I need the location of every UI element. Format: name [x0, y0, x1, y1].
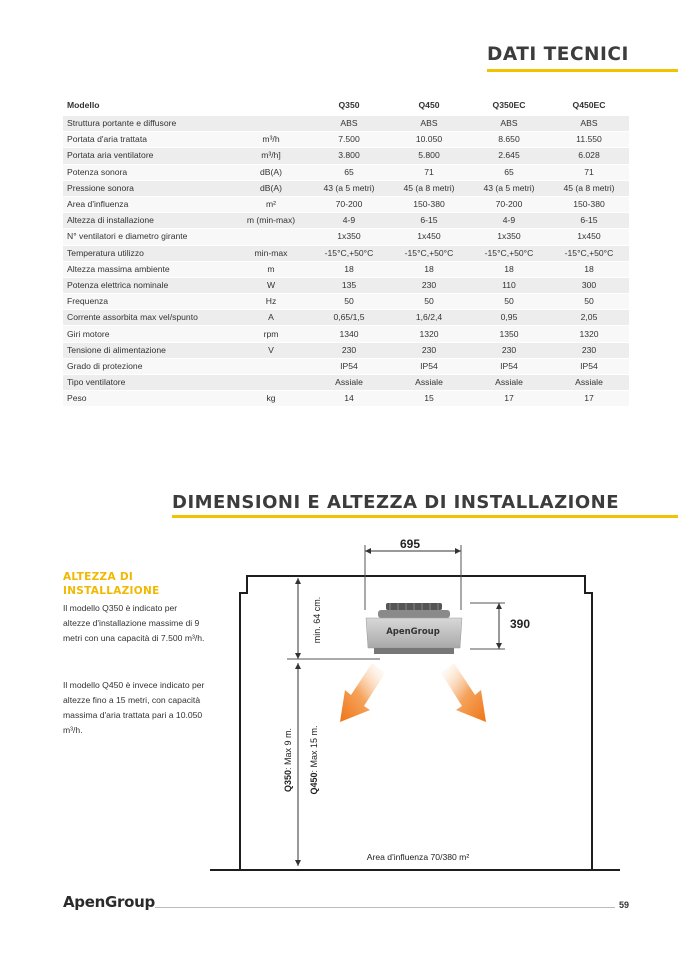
parameter-value: 17 — [469, 391, 549, 407]
footer-divider — [155, 907, 615, 908]
min-height-arrow-bottom — [295, 653, 301, 659]
parameter-unit: A — [233, 310, 309, 326]
parameter-value: 14 — [309, 391, 389, 407]
apengroup-logo: ApenGroup — [63, 893, 155, 911]
parameter-value: 0,95 — [469, 310, 549, 326]
parameter-value: 50 — [469, 294, 549, 310]
parameter-value: 1,6/2,4 — [389, 310, 469, 326]
parameter-name: Frequenza — [63, 294, 233, 310]
height-arrow-bottom — [496, 643, 502, 649]
parameter-value: Assiale — [469, 375, 549, 391]
page-number: 59 — [619, 900, 630, 910]
parameter-value: 50 — [549, 294, 629, 310]
parameter-value: 230 — [389, 277, 469, 293]
parameter-name: Pressione sonora — [63, 180, 233, 196]
parameter-value: 6-15 — [549, 213, 629, 229]
width-label: 695 — [399, 537, 421, 551]
height-arrow-top — [496, 603, 502, 609]
max-height-arrow-top — [295, 663, 301, 669]
column-header-q450: Q450 — [389, 95, 469, 116]
parameter-value: -15°C,+50°C — [309, 245, 389, 261]
min-height-arrow-top — [295, 578, 301, 584]
parameter-value: 70-200 — [309, 196, 389, 212]
parameter-value: 2,05 — [549, 310, 629, 326]
parameter-unit: m³/h — [233, 132, 309, 148]
parameter-value: 7.500 — [309, 132, 389, 148]
parameter-value: 43 (a 5 metri) — [309, 180, 389, 196]
parameter-unit: m² — [233, 196, 309, 212]
parameter-unit: min-max — [233, 245, 309, 261]
parameter-value: 5.800 — [389, 148, 469, 164]
parameter-value: 1x450 — [389, 229, 469, 245]
unit-brand-label: ApenGroup — [386, 627, 440, 637]
parameter-name: Corrente assorbita max vel/spunto — [63, 310, 233, 326]
parameter-value: 230 — [469, 342, 549, 358]
min-height-label: min. 64 cm. — [312, 596, 322, 644]
parameter-value: 300 — [549, 277, 629, 293]
parameter-value: 18 — [309, 261, 389, 277]
parameter-unit: m — [233, 261, 309, 277]
parameter-value: 1x350 — [309, 229, 389, 245]
parameter-name: Tipo ventilatore — [63, 375, 233, 391]
parameter-value: 15 — [389, 391, 469, 407]
parameter-value: 65 — [309, 164, 389, 180]
airflow-arrow-left — [340, 663, 385, 722]
apengroup-unit — [366, 603, 462, 654]
parameter-value: 8.650 — [469, 132, 549, 148]
width-arrow-right — [455, 548, 461, 554]
parameter-value: 0,65/1,5 — [309, 310, 389, 326]
q450-max-height-label — [309, 725, 319, 794]
parameter-value: 4-9 — [469, 213, 549, 229]
parameter-unit: rpm — [233, 326, 309, 342]
parameter-value: 50 — [309, 294, 389, 310]
parameter-value: -15°C,+50°C — [549, 245, 629, 261]
airflow-arrow-right — [441, 663, 486, 722]
parameter-name: Area d'influenza — [63, 196, 233, 212]
parameter-value: 1320 — [549, 326, 629, 342]
parameter-name: Altezza di installazione — [63, 213, 233, 229]
max-height-arrow-bottom — [295, 860, 301, 866]
parameter-value: 1320 — [389, 326, 469, 342]
parameter-value: ABS — [469, 116, 549, 132]
parameter-value: 4-9 — [309, 213, 389, 229]
parameter-value: -15°C,+50°C — [389, 245, 469, 261]
parameter-value: 1340 — [309, 326, 389, 342]
parameter-name: Giri motore — [63, 326, 233, 342]
q350-max-height-label — [283, 728, 293, 792]
parameter-unit: dB(A) — [233, 164, 309, 180]
parameter-name: Tensione di alimentazione — [63, 342, 233, 358]
parameter-value: IP54 — [549, 358, 629, 374]
parameter-value: 18 — [549, 261, 629, 277]
installation-height-heading: ALTEZZA DI INSTALLAZIONE — [63, 571, 160, 597]
column-header-q350ec: Q350EC — [469, 95, 549, 116]
parameter-name: Grado di protezione — [63, 358, 233, 374]
width-arrow-left — [365, 548, 371, 554]
parameter-value: 10.050 — [389, 132, 469, 148]
parameter-value: 6-15 — [389, 213, 469, 229]
parameter-value: 65 — [469, 164, 549, 180]
parameter-value: ABS — [389, 116, 469, 132]
parameter-name: Potenza elettrica nominale — [63, 277, 233, 293]
q450-description: Il modello Q450 è invece indicato per altezze fino a 15 metri, con capacità massima d'aria trattata pari a 10.050 m³/h. — [63, 680, 205, 735]
parameter-value: 71 — [549, 164, 629, 180]
parameter-value: 150-380 — [549, 196, 629, 212]
parameter-unit: kg — [233, 391, 309, 407]
parameter-value: IP54 — [469, 358, 549, 374]
parameter-value: IP54 — [309, 358, 389, 374]
parameter-value: 71 — [389, 164, 469, 180]
parameter-value: 11.550 — [549, 132, 629, 148]
height-label: 390 — [510, 617, 531, 631]
parameter-name: Peso — [63, 391, 233, 407]
parameter-name: Potenza sonora — [63, 164, 233, 180]
parameter-value: 1350 — [469, 326, 549, 342]
parameter-value: ABS — [549, 116, 629, 132]
parameter-value: 110 — [469, 277, 549, 293]
parameter-value: IP54 — [389, 358, 469, 374]
parameter-value: 70-200 — [469, 196, 549, 212]
parameter-value: 17 — [549, 391, 629, 407]
parameter-name: Portata aria ventilatore — [63, 148, 233, 164]
parameter-unit: W — [233, 277, 309, 293]
parameter-name: Temperatura utilizzo — [63, 245, 233, 261]
parameter-value: 18 — [469, 261, 549, 277]
parameter-value: 1x450 — [549, 229, 629, 245]
parameter-unit: dB(A) — [233, 180, 309, 196]
parameter-value: 230 — [309, 342, 389, 358]
q450-max: : Max 15 m. — [309, 725, 319, 773]
parameter-name: Struttura portante e diffusore — [63, 116, 233, 132]
parameter-name: N° ventilatori e diametro girante — [63, 229, 233, 245]
parameter-value: 43 (a 5 metri) — [469, 180, 549, 196]
parameter-value: 50 — [389, 294, 469, 310]
column-header-model: Modello — [63, 95, 233, 116]
parameter-value: 45 (a 8 metri) — [389, 180, 469, 196]
q350-max: : Max 9 m. — [283, 727, 293, 770]
parameter-value: 230 — [389, 342, 469, 358]
q350-description: Il modello Q350 è indicato per altezze d'installazione massime di 9 metri con una capacità di 7.500 m³/h. — [63, 603, 205, 643]
parameter-value: 2.645 — [469, 148, 549, 164]
column-header-q350: Q350 — [309, 95, 389, 116]
parameter-value: 135 — [309, 277, 389, 293]
parameter-value: -15°C,+50°C — [469, 245, 549, 261]
column-header-q450ec: Q450EC — [549, 95, 629, 116]
parameter-value: 45 (a 8 metri) — [549, 180, 629, 196]
parameter-name: Altezza massima ambiente — [63, 261, 233, 277]
parameter-unit: m³/h] — [233, 148, 309, 164]
parameter-value: 18 — [389, 261, 469, 277]
technical-data-title: DATI TECNICI — [487, 44, 629, 65]
parameter-unit: m (min-max) — [233, 213, 309, 229]
dimensions-title: DIMENSIONI E ALTEZZA DI INSTALLAZIONE — [172, 492, 619, 513]
parameter-value: 3.800 — [309, 148, 389, 164]
parameter-value: Assiale — [389, 375, 469, 391]
parameter-value: 6.028 — [549, 148, 629, 164]
parameter-unit: Hz — [233, 294, 309, 310]
q450-model: Q450 — [309, 772, 319, 795]
parameter-value: 150-380 — [389, 196, 469, 212]
parameter-value: 230 — [549, 342, 629, 358]
q350-model: Q350 — [283, 769, 293, 793]
parameter-value: Assiale — [309, 375, 389, 391]
parameter-value: 1x350 — [469, 229, 549, 245]
parameter-unit: V — [233, 342, 309, 358]
parameter-name: Portata d'aria trattata — [63, 132, 233, 148]
influence-area-label: Area d'influenza 70/380 m² — [366, 852, 470, 862]
parameter-value: ABS — [309, 116, 389, 132]
parameter-value: Assiale — [549, 375, 629, 391]
